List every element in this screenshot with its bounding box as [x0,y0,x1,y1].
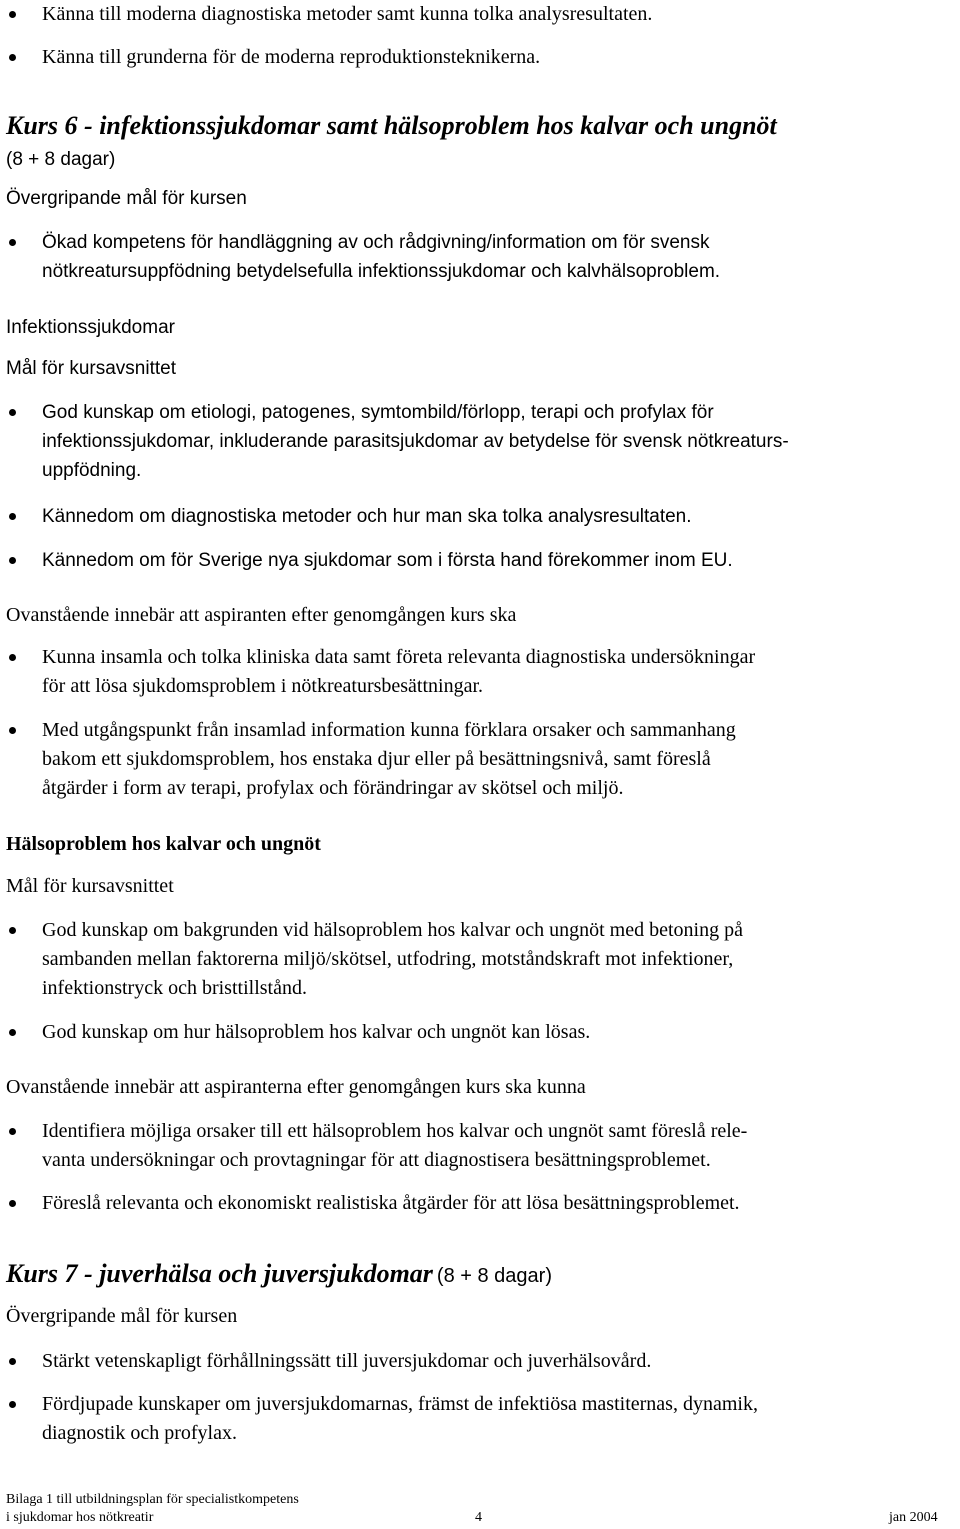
bullet-icon [9,239,16,246]
list-item-text: God kunskap om hur hälsoproblem hos kalvar och ungnöt kan lösas. [42,1021,591,1043]
bullet-icon [9,654,16,661]
aspirant-goal-label: Ovanstående innebär att aspiranterna efter genomgången kurs ska kunna [6,1076,586,1098]
list-item-text: för att lösa sjukdomsproblem i nötkreatursbesättningar. [42,675,484,697]
course-6-duration: (8 + 8 dagar) [6,149,116,170]
list-item-text: Kännedom om diagnostiska metoder och hur man ska tolka analysresultaten. [42,506,692,527]
list-item-text: Fördjupade kunskaper om juversjukdomarnas, främst de infektiösa mastiternas, dynamik, [42,1393,758,1415]
footer-line-1: Bilaga 1 till utbildningsplan för specialistkompetens [6,1492,299,1507]
list-item-text: Identifiera möjliga orsaker till ett hälsoproblem hos kalvar och ungnöt samt föreslå rele- [42,1120,748,1142]
bullet-icon [9,1401,16,1408]
bullet-icon [9,54,16,61]
bullet-icon [9,1128,16,1135]
bullet-icon [9,409,16,416]
list-item-text: nötkreatursuppfödning betydelsefulla infektionssjukdomar och kalvhälsoproblem. [42,261,721,282]
list-item-text: uppfödning. [42,460,142,481]
bullet-icon [9,513,16,520]
footer-date: jan 2004 [889,1510,938,1525]
page-number: 4 [475,1510,482,1525]
list-item-text: Kunna insamla och tolka kliniska data samt företa relevanta diagnostiska undersökningar [42,646,756,668]
list-item-text: God kunskap om bakgrunden vid hälsoproblem hos kalvar och ungnöt med betoning på [42,919,743,941]
list-item-text: sambanden mellan faktorerna miljö/skötsel, utfodring, motståndskraft mot infektioner, [42,948,734,970]
bullet-icon [9,1200,16,1207]
list-item-text: Kännedom om för Sverige nya sjukdomar som i första hand förekommer inom EU. [42,550,733,571]
section-goal-label: Mål för kursavsnittet [6,358,176,379]
bullet-icon [9,11,16,18]
list-item-text: Med utgångspunkt från insamlad information kunna förklara orsaker och sammanhang [42,719,736,741]
list-item-text: Föreslå relevanta och ekonomiskt realistiska åtgärder för att lösa besättningsproblemet. [42,1192,740,1214]
list-item-text: Ökad kompetens för handläggning av och rådgivning/information om för svensk [42,232,710,253]
course-7-title: Kurs 7 - juverhälsa och juversjukdomar [6,1259,433,1288]
overall-goal-label: Övergripande mål för kursen [6,1305,238,1327]
list-item-text: vanta undersökningar och provtagningar för att diagnostisera besättningsproblemet. [42,1149,711,1171]
overall-goal-label: Övergripande mål för kursen [6,188,247,209]
list-item-text: diagnostik och profylax. [42,1422,237,1444]
list-item-text: bakom ett sjukdomsproblem, hos enstaka djur eller på besättningsnivå, samt föreslå [42,748,711,770]
bullet-icon [9,1029,16,1036]
list-item-text: Känna till grunderna för de moderna reproduktionsteknikerna. [42,46,541,68]
course-6-title: Kurs 6 - infektionssjukdomar samt hälsoproblem hos kalvar och ungnöt [6,111,777,140]
course-7-heading [6,1259,552,1289]
list-item-text: Stärkt vetenskapligt förhållningssätt till juversjukdomar och juverhälsovård. [42,1350,652,1372]
section-heading-infektionssjukdomar: Infektionssjukdomar [6,317,175,338]
list-item-text: Känna till moderna diagnostiska metoder samt kunna tolka analysresultaten. [42,3,653,25]
list-item-text: infektionstryck och bristtillstånd. [42,977,307,999]
bullet-icon [9,557,16,564]
list-item-text: åtgärder i form av terapi, profylax och förändringar av skötsel och miljö. [42,777,624,799]
bullet-icon [9,727,16,734]
footer-line-2: i sjukdomar hos nötkreatir [6,1510,154,1525]
course-7-duration: (8 + 8 dagar) [436,1265,552,1287]
aspirant-goal-label: Ovanstående innebär att aspiranten efter genomgången kurs ska [6,604,517,626]
bullet-icon [9,927,16,934]
list-item-text: God kunskap om etiologi, patogenes, symtombild/förlopp, terapi och profylax för [42,402,714,423]
section-heading-halsoproblem: Hälsoproblem hos kalvar och ungnöt [6,833,321,855]
list-item-text: infektionssjukdomar, inkluderande parasitsjukdomar av betydelse för svensk nötkreaturs- [42,431,789,452]
section-goal-label: Mål för kursavsnittet [6,875,174,897]
bullet-icon [9,1358,16,1365]
